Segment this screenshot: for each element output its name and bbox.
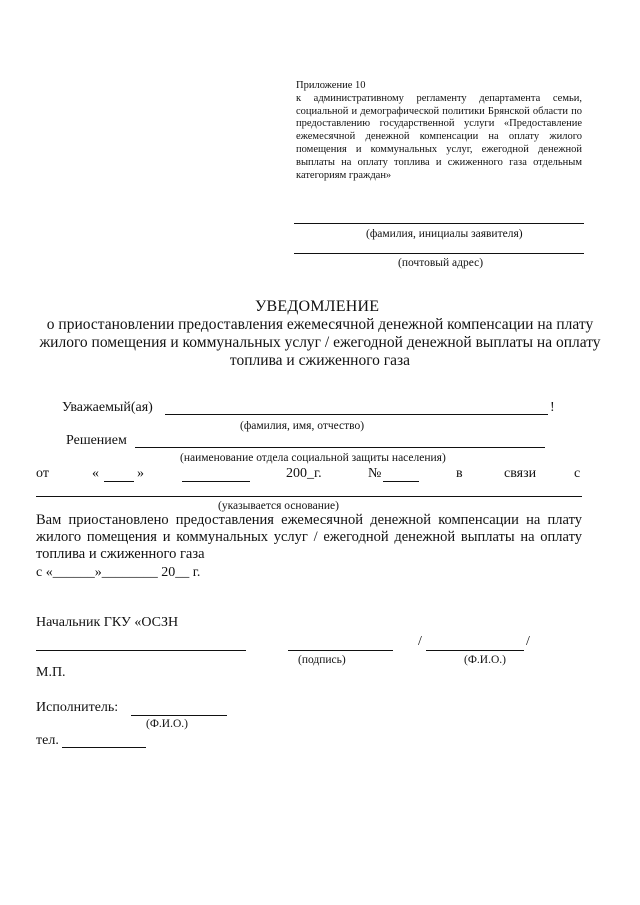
appendix-block (296, 80, 582, 182)
greeting-end: ! (550, 400, 555, 415)
applicant-address-line (294, 253, 584, 254)
decision-label: Решением (66, 433, 127, 448)
body-text: Вам приостановлено предоставления ежемесячной денежной компенсации на плату жилого помещения и коммунальных услуг / ежегодной денежной выплаты на оплату топлива и сжиженного газа (36, 512, 582, 562)
dept-caption: (наименование отдела социальной защиты населения) (180, 452, 446, 464)
fio-line (165, 414, 548, 415)
number-line (383, 481, 419, 482)
quote-close: » (137, 466, 144, 481)
phone-line (62, 747, 146, 748)
reason-caption: (указывается основание) (218, 500, 339, 512)
signature-line (288, 650, 393, 651)
date-from-label: от (36, 466, 49, 481)
appendix-text: к административному регламенту департамента семьи, социальной и демографической политики Брянской области по предоставлению государственной услуги «Предоставление ежемесячной денежной компенсации на оплату жилого помещения и коммунальных услуг, ежегодной денежной выплаты на оплату топлива и сжиженного газа отдельным категориям граждан» (296, 92, 582, 181)
appendix-title: Приложение 10 (296, 80, 366, 91)
slash-right: / (526, 634, 530, 649)
head-title: Начальник ГКУ «ОСЗН (36, 615, 179, 630)
applicant-name-caption: (фамилия, инициалы заявителя) (366, 228, 523, 240)
number-sign: № (368, 466, 382, 481)
since-date: с «______»________ 20__ г. (36, 565, 201, 580)
stamp-label: М.П. (36, 665, 66, 680)
reason-line (36, 496, 582, 497)
greeting-label: Уважаемый(ая) (62, 400, 153, 415)
with-label: с (574, 466, 581, 481)
phone-label: тел. (36, 733, 59, 748)
month-line (182, 481, 250, 482)
signature-caption: (подпись) (298, 654, 346, 666)
dept-line (135, 447, 545, 448)
year-label: 200_г. (286, 466, 322, 481)
slash-left: / (418, 634, 422, 649)
notice-subtitle: о приостановлении предоставления ежемесячной денежной компенсации на плату жилого помещения и коммунальных услуг / ежегодной денежной выплаты на оплату топлива и сжиженного газа (39, 316, 601, 369)
in-label: в (456, 466, 463, 481)
executor-line (131, 715, 227, 716)
fio-caption: (фамилия, имя, отчество) (240, 420, 365, 432)
applicant-name-line (294, 223, 584, 224)
fio-sign-line (426, 650, 524, 651)
notice-title: УВЕДОМЛЕНИЕ (255, 298, 380, 315)
executor-fio-caption: (Ф.И.О.) (146, 718, 188, 730)
quote-open: « (92, 466, 99, 481)
day-line (104, 481, 134, 482)
fio-sign-caption: (Ф.И.О.) (464, 654, 506, 666)
applicant-address-caption: (почтовый адрес) (398, 257, 484, 269)
connection-label: связи (504, 466, 537, 481)
executor-label: Исполнитель: (36, 700, 119, 715)
position-line (36, 650, 246, 651)
